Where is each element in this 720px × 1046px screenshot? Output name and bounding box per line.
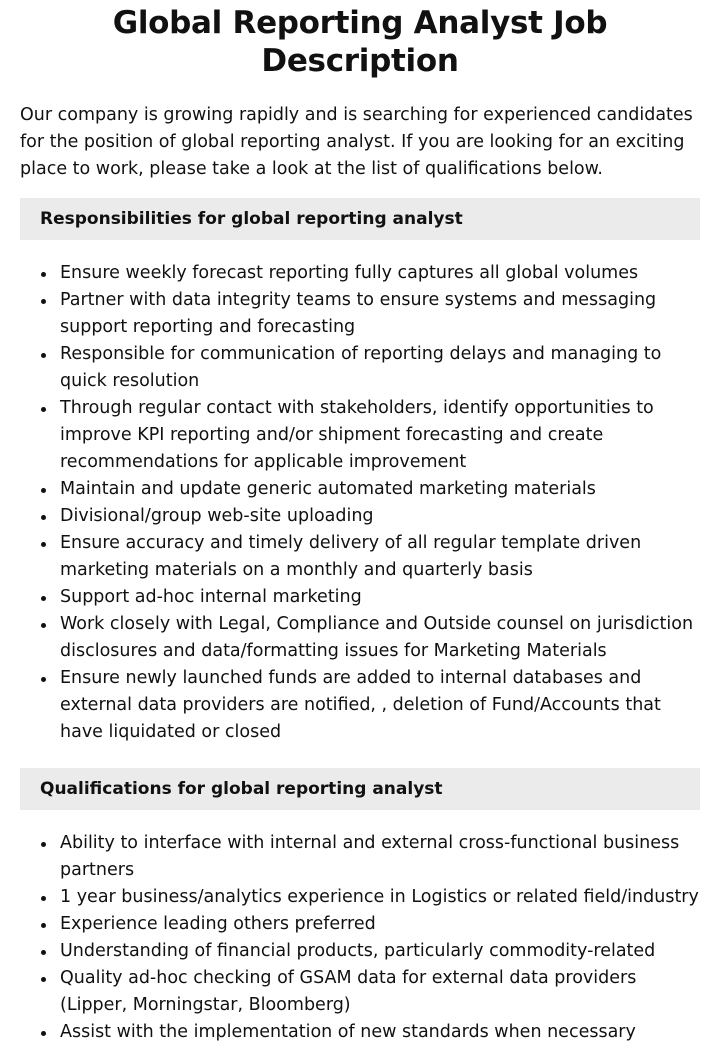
list-item: 1 year business/analytics experience in Logistics or related field/industry (20, 884, 700, 911)
list-item: Assist with the implementation of new standards when necessary (20, 1019, 700, 1046)
list-item: Ensure accuracy and timely delivery of all regular template driven marketing materials on a monthly and quarterly basis (20, 530, 700, 584)
list-item: Work closely with Legal, Compliance and Outside counsel on jurisdiction disclosures and data/formatting issues for Marketing Materials (20, 611, 700, 665)
qualifications-heading: Qualifications for global reporting analyst (20, 768, 700, 810)
list-item: Through regular contact with stakeholders, identify opportunities to improve KPI reporting and/or shipment forecasting and create recommendations for applicable improvement (20, 395, 700, 476)
list-item: Divisional/group web-site uploading (20, 503, 700, 530)
intro-paragraph: Our company is growing rapidly and is searching for experienced candidates for the position of global reporting analyst. If you are looking for an exciting place to work, please take a look at the list of qualifications below. (20, 105, 693, 179)
list-item: Quality ad-hoc checking of GSAM data for external data providers (Lipper, Morningstar, Bloomberg) (20, 965, 700, 1019)
responsibilities-heading: Responsibilities for global reporting analyst (20, 198, 700, 240)
qualifications-list (20, 830, 700, 1046)
list-item: Experience leading others preferred (20, 911, 700, 938)
responsibilities-list (20, 260, 700, 746)
list-item: Partner with data integrity teams to ensure systems and messaging support reporting and forecasting (20, 287, 700, 341)
list-item: Support ad-hoc internal marketing (20, 584, 700, 611)
page-title: Global Reporting Analyst Job Description (112, 5, 608, 79)
list-item: Responsible for communication of reporting delays and managing to quick resolution (20, 341, 700, 395)
list-item: Ability to interface with internal and external cross-functional business partners (20, 830, 700, 884)
list-item: Ensure newly launched funds are added to internal databases and external data providers are notified, , deletion of Fund/Accounts that have liquidated or closed (20, 665, 700, 746)
list-item: Ensure weekly forecast reporting fully captures all global volumes (20, 260, 700, 287)
list-item: Understanding of financial products, particularly commodity-related (20, 938, 700, 965)
list-item: Maintain and update generic automated marketing materials (20, 476, 700, 503)
